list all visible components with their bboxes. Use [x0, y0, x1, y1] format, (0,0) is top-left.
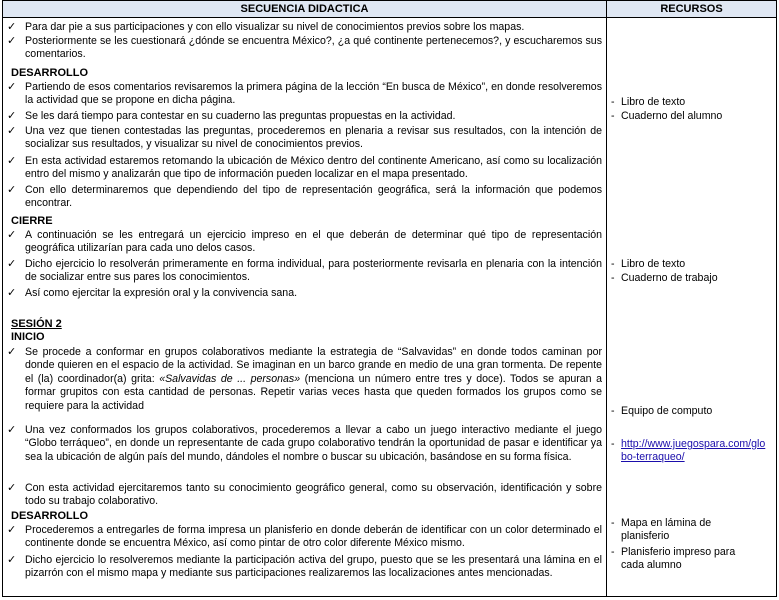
- checkmark-icon: ✓: [7, 258, 17, 270]
- resource-item: - Planisferio impreso para cada alumno: [611, 546, 736, 572]
- header-sequence: SECUENCIA DIDACTICA: [3, 1, 607, 18]
- lesson-table: [2, 0, 777, 597]
- list-item: ✓ Para dar pie a sus participaciones y con ello visualizar su nivel de conocimientos previos sobre los mapas.: [7, 21, 525, 33]
- list-item: ✓ Con ello determinaremos que dependiendo del tipo de representación geográfica, será la información que podemos encontrar.: [7, 184, 602, 210]
- session-heading: SESIÓN 2: [11, 318, 62, 330]
- checkmark-icon: ✓: [7, 110, 17, 122]
- resource-item: - Cuaderno de trabajo: [611, 272, 718, 284]
- checkmark-icon: ✓: [7, 482, 17, 494]
- globo-terraqueo-link[interactable]: http://www.juegospara.com/globo-terraqueo/: [621, 438, 766, 464]
- section-heading-cierre: CIERRE: [11, 215, 53, 227]
- section-heading-desarrollo: DESARROLLO: [11, 67, 88, 79]
- checkmark-icon: ✓: [7, 524, 17, 536]
- section-heading-inicio: INICIO: [11, 331, 45, 343]
- list-item: ✓ Dicho ejercicio lo resolveremos mediante la participación activa del grupo, puesto que se les presentará una lámina en el pizarrón con el mismo mapa y mediante sus participaciones realizaremos las localizaciones antes mencionadas.: [7, 554, 602, 580]
- checkmark-icon: ✓: [7, 229, 17, 241]
- list-item: ✓ Así como ejercitar la expresión oral y la convivencia sana.: [7, 287, 298, 299]
- checkmark-icon: ✓: [7, 125, 17, 137]
- resource-item: - Mapa en lámina de planisferio: [611, 517, 712, 543]
- list-item: ✓ Se procede a conformar en grupos colaborativos mediante la estrategia de “Salvavidas” en donde todos caminan por donde quieren en el espacio de la actividad. Se imaginan en un barco grande en medio de una gran tormenta. De repente el (la) coordinador(a) grita: «Salvavidas de ... personas» (menciona un número entre tres y doce). Todos se apuran a formar grupitos con esta cantidad de personas. Repetir varias veces hasta que queden formados los grupos como se requiere para la actividad: [7, 346, 603, 412]
- checkmark-icon: ✓: [7, 35, 17, 47]
- list-item: ✓ Dicho ejercicio lo resolverán primeramente en forma individual, para posteriormente revisarla en plenaria con la intención de socializar entre sus pares los conocimientos.: [7, 258, 602, 284]
- list-item: ✓ Una vez que tienen contestadas las preguntas, procederemos en plenaria a revisar sus resultados, con la intención de socializar sus resultados, y visualizar su nivel de conocimientos previos.: [7, 125, 602, 151]
- checkmark-icon: ✓: [7, 424, 17, 436]
- list-item: ✓ En esta actividad estaremos retomando la ubicación de México dentro del continente Americano, así como su localización entro del mismo y analizarán que tipo de información pueden localizar en el mapa presentado.: [7, 155, 602, 181]
- list-item: ✓ Una vez conformados los grupos colaborativos, procederemos a llevar a cabo un juego interactivo mediante el juego “Globo terráqueo”, en donde un representante de cada grupo colaborativo tendrán la oportunidad de pasar e identificar ya sea la ubicación de algún país del mundo, dándoles el nombre o buscar su ubicación, basándose en su forma física.: [7, 424, 602, 463]
- checkmark-icon: ✓: [7, 346, 17, 358]
- list-item: ✓ Se les dará tiempo para contestar en su cuaderno las preguntas propuestas en la actividad.: [7, 110, 456, 122]
- header-resources: RECURSOS: [607, 1, 777, 18]
- checkmark-icon: ✓: [7, 554, 17, 566]
- resource-item: - Libro de texto: [611, 96, 686, 108]
- resource-item: - Equipo de computo: [611, 405, 713, 417]
- list-item: ✓ A continuación se les entregará un ejercicio impreso en el que deberán de determinar qué tipo de representación geográfica utilizarían para cada uno delos casos.: [7, 229, 602, 255]
- salvavidas-quote: «Salvavidas de ... personas»: [159, 372, 301, 385]
- resource-link-item[interactable]: - http://www.juegospara.com/globo-terraqueo/: [611, 438, 766, 464]
- sequence-cell: [3, 18, 607, 597]
- checkmark-icon: ✓: [7, 184, 17, 196]
- resources-cell: [607, 18, 777, 597]
- checkmark-icon: ✓: [7, 287, 17, 299]
- resource-item: - Libro de texto: [611, 258, 686, 270]
- checkmark-icon: ✓: [7, 155, 17, 167]
- checkmark-icon: ✓: [7, 81, 17, 93]
- list-item: ✓ Con esta actividad ejercitaremos tanto su conocimiento geográfico general, como su observación, identificación y sobre todo su trabajo colaborativo.: [7, 482, 602, 508]
- list-item: ✓ Posteriormente se les cuestionará ¿dónde se encuentra México?, ¿a qué continente pertenecemos?, y escucharemos sus comentarios.: [7, 35, 602, 61]
- section-heading-desarrollo-2: DESARROLLO: [11, 510, 88, 522]
- checkmark-icon: ✓: [7, 21, 17, 33]
- resource-item: - Cuaderno del alumno: [611, 110, 723, 122]
- list-item: ✓ Partiendo de esos comentarios revisaremos la primera página de la lección “En busca de México”, en donde resolveremos la actividad que se propone en dicha página.: [7, 81, 602, 107]
- list-item: ✓ Procederemos a entregarles de forma impresa un planisferio en donde deberán de identificar con un color determinado el continente donde se encuentra México, así como pintar de otro color diferente México mismo.: [7, 524, 602, 550]
